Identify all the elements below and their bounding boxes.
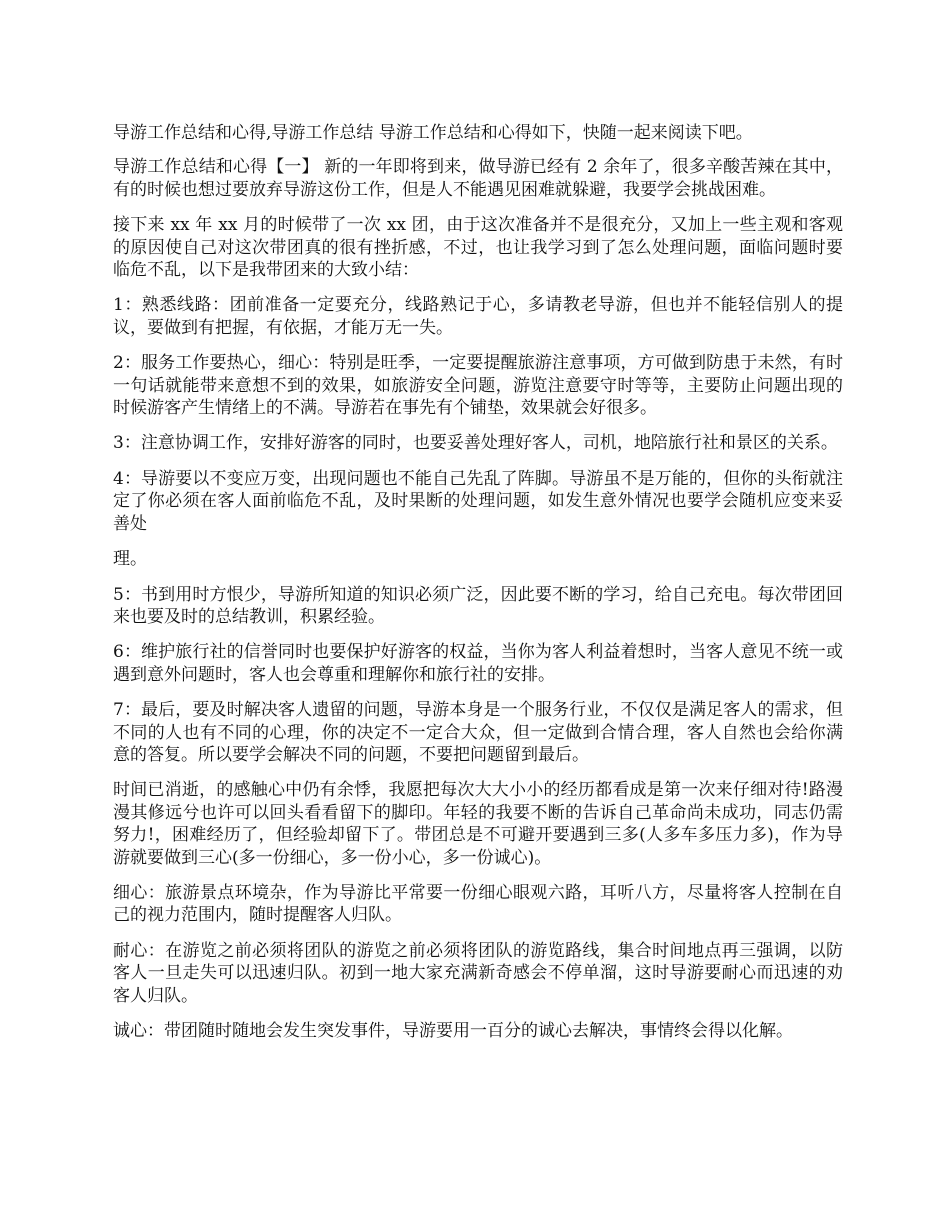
reflection-paragraph: 时间已消逝，的感触心中仍有余悸，我愿把每次大大小小的经历都看成是第一次来仔细对待!路漫漫其修远兮也许可以回头看看留下的脚印。年轻的我要不断的告诉自己革命尚未成功，同志仍需努力!，困难经历了，但经验却留下了。带团总是不可避开要遇到三多(人多车多压力多)，作为导游就要做到三心(多一份细心，多一份小心，多一份诚心)。 — [113, 780, 843, 868]
point-4-continuation: 理。 — [113, 549, 147, 570]
point-5-paragraph: 5：书到用时方恨少，导游所知道的知识必须广泛，因此要不断的学习，给自己充电。每次带团回来也要及时的总结教训，积累经验。 — [113, 584, 843, 627]
carefulness-paragraph: 细心：旅游景点环境杂，作为导游比平常要一份细心眼观六路，耳听八方，尽量将客人控制在自己的视力范围内，随时提醒客人归队。 — [113, 882, 843, 926]
intro-paragraph: 导游工作总结和心得,导游工作总结 导游工作总结和心得如下，快随一起来阅读下吧。 — [113, 123, 753, 143]
point-7-paragraph: 7：最后，要及时解决客人遗留的问题，导游本身是一个服务行业，不仅仅是满足客人的需求，但不同的人也有不同的心理，你的决定不一定合大众，但一定做到合情合理，客人自然也会给你满意的答复。所以要学会解决不同的问题，不要把问题留到最后。 — [113, 700, 843, 765]
point-6-paragraph: 6：维护旅行社的信誉同时也要保护好游客的权益，当你为客人利益着想时，当客人意见不统一或遇到意外问题时，客人也会尊重和理解你和旅行社的安排。 — [113, 642, 843, 685]
point-3-paragraph: 3：注意协调工作，安排好游客的同时，也要妥善处理好客人，司机，地陪旅行社和景区的关系。 — [113, 433, 838, 454]
point-2-paragraph: 2：服务工作要热心，细心：特别是旺季，一定要提醒旅游注意事项，方可做到防患于未然，有时一句话就能带来意想不到的效果，如旅游安全问题，游览注意要守时等等，主要防止问题出现的时候游客产生情绪上的不满。导游若在事先有个铺垫，效果就会好很多。 — [113, 353, 843, 419]
patience-paragraph: 耐心：在游览之前必须将团队的游览之前必须将团队的游览路线，集合时间地点再三强调，以防客人一旦走失可以迅速归队。初到一地大家充满新奇感会不停单溜，这时导游要耐心而迅速的劝客人归队。 — [113, 940, 843, 1006]
point-1-paragraph: 1：熟悉线路：团前准备一定要充分，线路熟记于心，多请教老导游，但也并不能轻信别人的提议，要做到有把握，有依据，才能万无一失。 — [113, 295, 843, 338]
tour-background-paragraph: 接下来 xx 年 xx 月的时候带了一次 xx 团，由于这次准备并不是很充分，又加上一些主观和客观的原因使自己对这次带团真的很有挫折感，不过，也让我学习到了怎么处理问题，面临问题时要临危不乱，以下是我带团来的大致小结： — [113, 215, 843, 281]
sincerity-paragraph: 诚心：带团随时随地会发生突发事件，导游要用一百分的诚心去解决，事情终会得以化解。 — [113, 1021, 793, 1041]
point-4-paragraph: 4：导游要以不变应万变，出现问题也不能自己先乱了阵脚。导游虽不是万能的，但你的头衔就注定了你必须在客人面前临危不乱，及时果断的处理问题，如发生意外情况也要学会随机应变来妥善处 — [113, 468, 843, 534]
summary-part-one-paragraph: 导游工作总结和心得【一】 新的一年即将到来，做导游已经有 2 余年了，很多辛酸苦辣在其中，有的时候也想过要放弃导游这份工作，但是人不能遇见困难就躲避，我要学会挑战困难。 — [113, 157, 843, 200]
document-body — [113, 122, 843, 1055]
